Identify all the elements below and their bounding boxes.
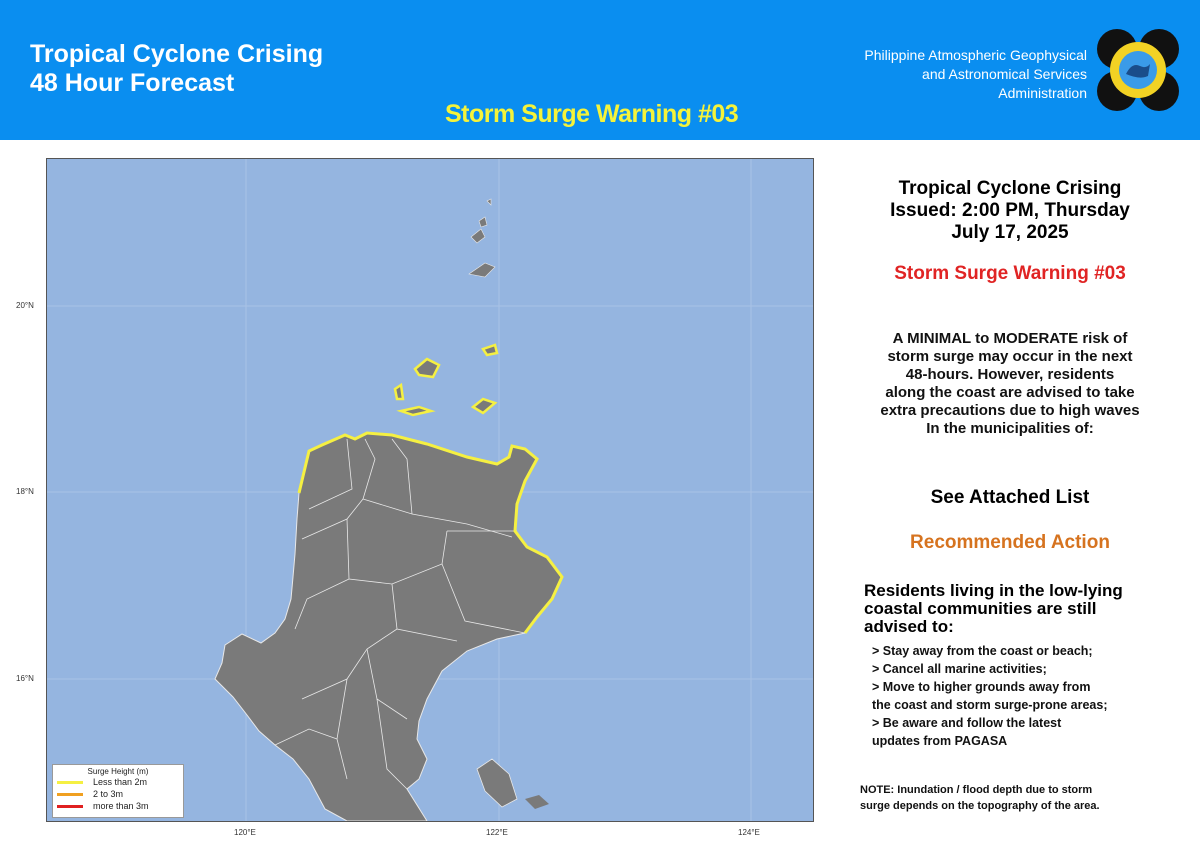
risk-line: extra precautions due to high waves [880, 402, 1140, 419]
residents-line: Residents living in the low-lying [864, 581, 1123, 600]
residents-advice [864, 582, 1184, 636]
note-line: surge depends on the topography of the area. [860, 800, 1100, 812]
agency-line3: Administration [998, 85, 1087, 101]
risk-line: In the municipalities of: [926, 420, 1094, 437]
lat-label-18n: 18°N [16, 487, 34, 496]
recommended-action-heading: Recommended Action [910, 532, 1110, 553]
action-item: > Move to higher grounds away from [872, 680, 1091, 694]
panel-date: July 17, 2025 [951, 222, 1069, 243]
lon-label-120e: 120°E [234, 828, 256, 837]
topography-note [860, 782, 1180, 814]
header-warning-title: Storm Surge Warning #03 [445, 100, 739, 128]
forecast-title [30, 40, 323, 98]
residents-line: advised to: [864, 617, 954, 636]
panel-cyclone-name: Tropical Cyclone Crising [898, 178, 1122, 199]
attached-list-note: See Attached List [930, 487, 1090, 508]
risk-line: 48-hours. However, residents [905, 366, 1115, 383]
legend-label: more than 3m [93, 801, 149, 811]
agency-line2: and Astronomical Services [922, 66, 1087, 82]
action-list [872, 642, 1192, 750]
legend-label: 2 to 3m [93, 789, 124, 799]
pagasa-logo-icon [1096, 28, 1180, 112]
residents-line: coastal communities are still [864, 599, 1097, 618]
forecast-title-line2: 48 Hour Forecast [30, 69, 235, 97]
action-item: updates from PAGASA [872, 734, 1008, 748]
surge-legend [52, 764, 184, 818]
legend-swatch-red [57, 805, 83, 808]
info-panel [840, 178, 1180, 812]
legend-swatch-yellow [57, 781, 83, 784]
legend-item [57, 800, 183, 812]
risk-line: along the coast are advised to take [885, 384, 1135, 401]
panel-warning-title: Storm Surge Warning #03 [894, 263, 1126, 284]
header-bar [0, 0, 1200, 140]
legend-swatch-orange [57, 793, 83, 796]
action-item: > Stay away from the coast or beach; [872, 644, 1093, 658]
forecast-map [46, 158, 814, 822]
risk-statement [840, 330, 1180, 438]
legend-item [57, 776, 183, 788]
lon-label-124e: 124°E [738, 828, 760, 837]
legend-title: Surge Height (m) [87, 767, 149, 776]
panel-issued: Issued: 2:00 PM, Thursday [890, 200, 1130, 221]
action-item: the coast and storm surge-prone areas; [872, 698, 1108, 712]
agency-name [864, 46, 1087, 103]
action-item: > Be aware and follow the latest [872, 716, 1062, 730]
legend-label: Less than 2m [93, 777, 148, 787]
lat-label-16n: 16°N [16, 674, 34, 683]
agency-line1: Philippine Atmospheric Geophysical [864, 47, 1087, 63]
legend-item [57, 788, 183, 800]
risk-line: storm surge may occur in the next [887, 348, 1133, 365]
risk-line: A MINIMAL to MODERATE risk of [892, 330, 1128, 347]
lat-label-20n: 20°N [16, 301, 34, 310]
map-canvas [47, 159, 813, 821]
lon-label-122e: 122°E [486, 828, 508, 837]
action-item: > Cancel all marine activities; [872, 662, 1047, 676]
panel-heading [840, 178, 1180, 244]
forecast-title-line1: Tropical Cyclone Crising [30, 40, 324, 68]
note-line: NOTE: Inundation / flood depth due to storm [860, 784, 1093, 796]
